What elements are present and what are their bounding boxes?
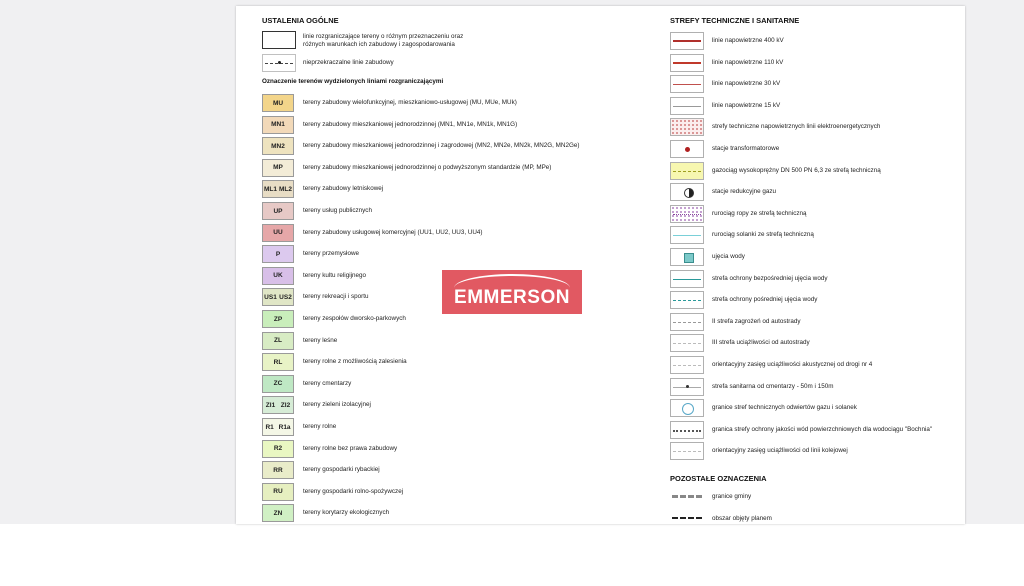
technical-symbol xyxy=(670,421,704,439)
area-label: tereny zabudowy letniskowej xyxy=(303,185,384,193)
technical-row xyxy=(670,205,960,225)
area-row xyxy=(262,332,622,352)
technical-row xyxy=(670,313,960,333)
area-label: tereny rolne z możliwością zalesienia xyxy=(303,358,407,366)
technical-row xyxy=(670,75,960,95)
technical-symbol xyxy=(670,334,704,352)
technical-row xyxy=(670,226,960,246)
area-symbol xyxy=(262,440,294,458)
area-label: tereny korytarzy ekologicznych xyxy=(303,509,390,517)
area-label: tereny zabudowy wielofunkcyjnej, mieszkaniowo-usługowej (MU, MUe, MUk) xyxy=(303,99,517,106)
area-symbol xyxy=(262,202,294,220)
area-row xyxy=(262,224,622,244)
other-label: obszar objęty planem xyxy=(712,514,772,522)
area-label: tereny rekreacji i sportu xyxy=(303,293,369,301)
area-code: ZC xyxy=(273,380,283,388)
technical-symbol xyxy=(670,442,704,460)
other-label: granice gminy xyxy=(712,493,752,500)
area-symbol xyxy=(262,224,294,242)
technical-symbol xyxy=(670,356,704,374)
technical-symbol xyxy=(670,162,704,180)
technical-label: gazociąg wysokoprężny DN 500 PN 6,3 ze strefą techniczną xyxy=(712,166,881,174)
area-row xyxy=(262,461,622,481)
area-row xyxy=(262,245,622,265)
technical-symbol xyxy=(670,32,704,50)
technical-symbol xyxy=(670,54,704,72)
technical-row xyxy=(670,162,960,182)
area-symbol xyxy=(262,116,294,134)
area-row xyxy=(262,202,622,222)
area-label: tereny gospodarki rybackiej xyxy=(303,466,380,474)
area-symbol xyxy=(262,267,294,285)
area-code: UP xyxy=(273,207,283,215)
area-symbol xyxy=(262,375,294,393)
area-label: tereny zieleni izolacyjnej xyxy=(303,401,371,409)
technical-symbol xyxy=(670,205,704,223)
area-code: MU xyxy=(272,99,284,107)
technical-row xyxy=(670,291,960,311)
area-symbol xyxy=(262,418,294,436)
technical-label: linie napowietrzne 30 kV xyxy=(712,80,781,88)
area-code: ZN xyxy=(273,509,283,517)
general-item-label: linie rozgraniczające tereny o różnym przeznaczeniu oraz różnych warunkach ich zabudowy i zagospodarowania xyxy=(303,33,464,48)
area-code: MN1 xyxy=(271,121,285,129)
technical-symbol xyxy=(670,248,704,266)
technical-row xyxy=(670,378,960,398)
area-code: MN2 xyxy=(271,142,285,150)
other-symbol xyxy=(670,488,704,506)
area-row xyxy=(262,418,622,438)
area-row xyxy=(262,504,622,524)
area-label: tereny zabudowy mieszkaniowej jednorodzinnej (MN1, MN1e, MN1k, MN1G) xyxy=(303,120,518,128)
legend-sheet xyxy=(236,6,965,524)
technical-row xyxy=(670,183,960,203)
technical-row xyxy=(670,334,960,354)
watermark-text: EMMERSON xyxy=(454,287,570,308)
technical-row xyxy=(670,421,960,441)
technical-row xyxy=(670,442,960,462)
technical-label: linie napowietrzne 400 kV xyxy=(712,37,784,44)
technical-symbol xyxy=(670,97,704,115)
area-code: R1 xyxy=(265,423,274,431)
area-code: ZI1 xyxy=(265,401,276,409)
technical-symbol xyxy=(670,118,704,136)
other-symbol xyxy=(670,510,704,528)
building-line-symbol xyxy=(262,54,296,72)
technical-label: orientacyjny zasięg uciążliwości akustycznej od drogi nr 4 xyxy=(712,361,873,368)
area-row xyxy=(262,137,622,157)
technical-symbol xyxy=(670,378,704,396)
technical-label: rurociąg solanki ze strefą techniczną xyxy=(712,231,814,239)
area-code: ZP xyxy=(273,315,283,323)
technical-row xyxy=(670,54,960,74)
area-row xyxy=(262,483,622,503)
area-label: tereny zabudowy usługowej komercyjnej (UU1, UU2, UU3, UU4) xyxy=(303,228,483,236)
technical-row xyxy=(670,118,960,138)
roof-icon xyxy=(454,274,570,288)
boundary-line-symbol xyxy=(262,31,296,49)
area-row xyxy=(262,440,622,460)
area-symbol xyxy=(262,137,294,155)
area-row xyxy=(262,375,622,395)
technical-label: granica strefy ochrony jakości wód powierzchniowych dla wodociągu "Bochnia" xyxy=(712,425,933,433)
area-symbol xyxy=(262,310,294,328)
area-code: RL xyxy=(273,358,283,366)
area-label: tereny cmentarzy xyxy=(303,379,352,387)
area-label: tereny gospodarki rolno-spożywczej xyxy=(303,487,404,495)
area-symbol xyxy=(262,180,294,198)
area-symbol xyxy=(262,245,294,263)
technical-symbol xyxy=(670,270,704,288)
technical-row xyxy=(670,32,960,52)
area-code: R2 xyxy=(273,445,283,453)
area-symbol xyxy=(262,159,294,177)
area-label: tereny przemysłowe xyxy=(303,250,359,258)
area-code: RR xyxy=(273,466,283,474)
area-code: ZL xyxy=(274,337,282,345)
general-item-boundary xyxy=(262,31,622,51)
area-code: UU xyxy=(273,229,283,237)
technical-label: ujęcia wody xyxy=(712,253,745,260)
area-code: MP xyxy=(273,164,283,172)
technical-label: rurociąg ropy ze strefą techniczną xyxy=(712,209,807,217)
area-code-2: US2 xyxy=(279,293,292,301)
technical-row xyxy=(670,356,960,376)
technical-label: strefa ochrony pośredniej ujęcia wody xyxy=(712,296,818,304)
area-row xyxy=(262,180,622,200)
area-symbol xyxy=(262,288,294,306)
technical-symbol xyxy=(670,313,704,331)
other-row xyxy=(670,510,960,530)
area-code-2: ML2 xyxy=(279,185,292,193)
area-row xyxy=(262,94,622,114)
area-row xyxy=(262,159,622,179)
technical-label: strefa sanitarna od cmentarzy - 50m i 150m xyxy=(712,382,834,390)
other-title: POZOSTAŁE OZNACZENIA xyxy=(670,474,767,483)
technical-symbol xyxy=(670,183,704,201)
other-row xyxy=(670,488,960,508)
technical-row xyxy=(670,399,960,419)
area-symbol xyxy=(262,332,294,350)
area-label: tereny rolne bez prawa zabudowy xyxy=(303,444,398,452)
area-label: tereny usług publicznych xyxy=(303,207,372,214)
area-row xyxy=(262,396,622,416)
area-row xyxy=(262,353,622,373)
general-item-building-line xyxy=(262,54,622,74)
technical-label: granice stref technicznych odwiertów gazu i solanek xyxy=(712,404,857,412)
area-symbol xyxy=(262,461,294,479)
technical-label: stacje transformatorowe xyxy=(712,145,780,152)
general-title: USTALENIA OGÓLNE xyxy=(262,16,339,25)
technical-label: linie napowietrzne 15 kV xyxy=(712,101,781,109)
technical-label: strefy techniczne napowietrznych linii elektroenergetycznych xyxy=(712,123,881,131)
area-code: P xyxy=(275,250,281,258)
area-code: RU xyxy=(273,488,283,496)
area-code: UK xyxy=(273,272,283,280)
area-label: tereny zespołów dworsko-parkowych xyxy=(303,315,406,322)
area-code: US1 xyxy=(264,293,277,301)
area-symbol xyxy=(262,94,294,112)
technical-row xyxy=(670,270,960,290)
area-symbol xyxy=(262,483,294,501)
area-label: tereny leśne xyxy=(303,336,338,344)
technical-label: II strefa zagrożeń od autostrady xyxy=(712,317,801,325)
technical-symbol xyxy=(670,399,704,417)
technical-symbol xyxy=(670,75,704,93)
area-label: tereny zabudowy mieszkaniowej jednorodzinnej i zagrodowej (MN2, MN2e, MN2k, MN2G, MN2Ge) xyxy=(303,142,580,150)
area-label: tereny rolne xyxy=(303,423,337,430)
technical-symbol xyxy=(670,140,704,158)
area-symbol xyxy=(262,396,294,414)
technical-label: strefa ochrony bezpośredniej ujęcia wody xyxy=(712,274,828,282)
areas-title: Oznaczenie terenów wydzielonych liniami rozgraniczającymi xyxy=(262,78,444,85)
area-code-2: ZI2 xyxy=(280,401,291,409)
technical-symbol xyxy=(670,291,704,309)
technical-row xyxy=(670,97,960,117)
technical-label: III strefa uciążliwości od autostrady xyxy=(712,339,810,347)
general-item-label: nieprzekraczalne linie zabudowy xyxy=(303,59,394,66)
watermark-logo xyxy=(442,270,582,314)
area-row xyxy=(262,116,622,136)
area-label: tereny kultu religijnego xyxy=(303,271,367,279)
technical-label: stacje redukcyjne gazu xyxy=(712,188,777,196)
area-symbol xyxy=(262,353,294,371)
area-symbol xyxy=(262,504,294,522)
area-label: tereny zabudowy mieszkaniowej jednorodzinnej o podwyższonym standardzie (MP, MPe) xyxy=(303,163,552,171)
technical-row xyxy=(670,140,960,160)
technical-symbol xyxy=(670,226,704,244)
area-code: ML1 xyxy=(264,185,277,193)
area-code-2: R1a xyxy=(278,423,291,431)
technical-title: STREFY TECHNICZNE I SANITARNE xyxy=(670,16,800,25)
technical-row xyxy=(670,248,960,268)
technical-label: orientacyjny zasięg uciążliwości od linii kolejowej xyxy=(712,447,848,455)
technical-label: linie napowietrzne 110 kV xyxy=(712,58,784,66)
